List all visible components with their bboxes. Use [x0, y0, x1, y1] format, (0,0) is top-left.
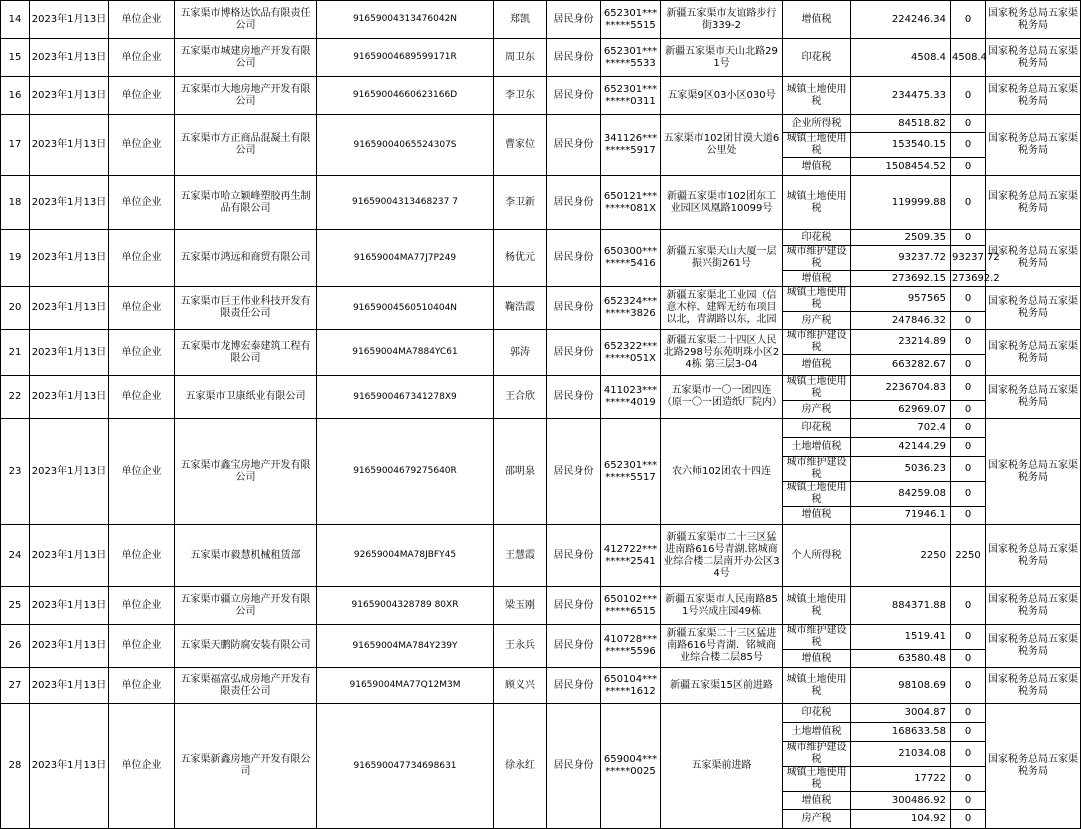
arrears-amount-cell: 98108.69 [851, 668, 951, 704]
company-name-cell: 五家渠市方正商品混凝土有限公司 [175, 115, 317, 176]
row-number: 20 [1, 287, 30, 330]
new-arrears-cell: 4508.4 [951, 39, 986, 77]
row-number: 27 [1, 668, 30, 704]
entity-type-cell: 单位企业 [109, 376, 175, 419]
arrears-amount-cell: 3004.87 [851, 704, 951, 723]
tax-office-cell: 国家税务总局五家渠税务局 [986, 1, 1081, 39]
arrears-amount-cell: 224246.34 [851, 1, 951, 39]
new-arrears-cell: 0 [951, 723, 986, 742]
id-number-cell: 652301********5533 [601, 39, 661, 77]
tax-office-cell: 国家税务总局五家渠税务局 [986, 419, 1081, 525]
tax-type-cell: 增值税 [783, 650, 851, 668]
row-number: 25 [1, 587, 30, 625]
new-arrears-cell: 0 [951, 506, 986, 525]
table-row [1, 77, 1081, 115]
table-row [1, 287, 1081, 312]
new-arrears-cell: 0 [951, 355, 986, 376]
tax-type-cell: 城镇土地使用税 [783, 766, 851, 791]
arrears-amount-cell: 4508.4 [851, 39, 951, 77]
credit-code-cell: 91659004679275640R [317, 419, 494, 525]
date-cell: 2023年1月13日 [30, 704, 109, 829]
id-type-cell: 居民身份 [547, 704, 601, 829]
arrears-amount-cell: 42144.29 [851, 437, 951, 456]
address-cell: 新疆五家渠市二十三区猛进南路616号青湖.铭城商业综合楼二层南开办公区34号 [661, 525, 783, 587]
legal-rep-cell: 郑凯 [494, 1, 547, 39]
entity-type-cell: 单位企业 [109, 668, 175, 704]
tax-type-cell: 房产税 [783, 401, 851, 419]
entity-type-cell: 单位企业 [109, 330, 175, 376]
row-number: 23 [1, 419, 30, 525]
tax-type-cell: 企业所得税 [783, 115, 851, 133]
new-arrears-cell: 0 [951, 230, 986, 246]
id-type-cell: 居民身份 [547, 525, 601, 587]
date-cell: 2023年1月13日 [30, 39, 109, 77]
row-number: 19 [1, 230, 30, 287]
arrears-amount-cell: 93237.72 [851, 246, 951, 271]
address-cell: 新疆五家渠市102团东工业园区凤凰路10099号 [661, 176, 783, 230]
address-cell: 新疆五家渠天山大厦一层振兴街261号 [661, 230, 783, 287]
company-name-cell: 五家渠市龙博宏泰建筑工程有限公司 [175, 330, 317, 376]
company-name-cell: 五家渠市毅慧机械租赁部 [175, 525, 317, 587]
legal-rep-cell: 顾义兴 [494, 668, 547, 704]
legal-rep-cell: 郭涛 [494, 330, 547, 376]
tax-office-cell: 国家税务总局五家渠税务局 [986, 376, 1081, 419]
new-arrears-cell: 93237.72 [951, 246, 986, 271]
id-number-cell: 652301********5515 [601, 1, 661, 39]
arrears-amount-cell: 63580.48 [851, 650, 951, 668]
address-cell: 新疆五家渠二十四区人民北路298号东苑明珠小区24栋 第三层3-04 [661, 330, 783, 376]
new-arrears-cell: 0 [951, 481, 986, 506]
table-row [1, 176, 1081, 230]
legal-rep-cell: 曹家位 [494, 115, 547, 176]
new-arrears-cell: 0 [951, 766, 986, 791]
new-arrears-cell: 0 [951, 158, 986, 176]
new-arrears-cell: 273692.2 [951, 271, 986, 287]
arrears-amount-cell: 153540.15 [851, 133, 951, 158]
tax-type-cell: 印花税 [783, 39, 851, 77]
company-name-cell: 五家渠市鸿远和商贸有限公司 [175, 230, 317, 287]
id-type-cell: 居民身份 [547, 668, 601, 704]
entity-type-cell: 单位企业 [109, 115, 175, 176]
arrears-amount-cell: 247846.32 [851, 312, 951, 330]
arrears-amount-cell: 119999.88 [851, 176, 951, 230]
company-name-cell: 五家渠市鑫宝房地产开发有限公司 [175, 419, 317, 525]
entity-type-cell: 单位企业 [109, 587, 175, 625]
table-row [1, 587, 1081, 625]
company-name-cell: 五家渠新鑫房地产开发有限公司 [175, 704, 317, 829]
new-arrears-cell: 0 [951, 330, 986, 355]
company-name-cell: 五家渠市大地房地产开发有限公司 [175, 77, 317, 115]
arrears-amount-cell: 300486.92 [851, 791, 951, 810]
new-arrears-cell: 0 [951, 741, 986, 766]
tax-office-cell: 国家税务总局五家渠税务局 [986, 587, 1081, 625]
company-name-cell: 五家渠市疆立房地产开发有限公司 [175, 587, 317, 625]
credit-code-cell: 91659004560510404N [317, 287, 494, 330]
id-number-cell: 652324********3826 [601, 287, 661, 330]
id-number-cell: 412722********2541 [601, 525, 661, 587]
tax-office-cell: 国家税务总局五家渠税务局 [986, 176, 1081, 230]
tax-type-cell: 增值税 [783, 355, 851, 376]
credit-code-cell: 91659004065524307S [317, 115, 494, 176]
new-arrears-cell: 0 [951, 1, 986, 39]
date-cell: 2023年1月13日 [30, 287, 109, 330]
tax-office-cell: 国家税务总局五家渠税务局 [986, 115, 1081, 176]
arrears-amount-cell: 23214.89 [851, 330, 951, 355]
legal-rep-cell: 李卫东 [494, 77, 547, 115]
credit-code-cell: 91659004673412​78X9 [317, 376, 494, 419]
legal-rep-cell: 徐永红 [494, 704, 547, 829]
credit-code-cell: 91659004MA7884YC61 [317, 330, 494, 376]
date-cell: 2023年1月13日 [30, 625, 109, 668]
id-type-cell: 居民身份 [547, 115, 601, 176]
new-arrears-cell: 0 [951, 625, 986, 650]
id-number-cell: 341126********5917 [601, 115, 661, 176]
address-cell: 新疆五家渠二十三区猛进南路616号青湖．铭城商业综合楼二层85号 [661, 625, 783, 668]
tax-type-cell: 城市维护建设税 [783, 246, 851, 271]
id-type-cell: 居民身份 [547, 1, 601, 39]
new-arrears-cell: 2250 [951, 525, 986, 587]
credit-code-cell: 92659004MA78JBFY45 [317, 525, 494, 587]
tax-type-cell: 增值税 [783, 158, 851, 176]
arrears-amount-cell: 168633.58 [851, 723, 951, 742]
id-type-cell: 居民身份 [547, 376, 601, 419]
date-cell: 2023年1月13日 [30, 668, 109, 704]
address-cell: 五家渠市102团甘漠大道6公里处 [661, 115, 783, 176]
legal-rep-cell: 王永兵 [494, 625, 547, 668]
arrears-amount-cell: 957565 [851, 287, 951, 312]
row-number: 15 [1, 39, 30, 77]
legal-rep-cell: 王合欣 [494, 376, 547, 419]
entity-type-cell: 单位企业 [109, 704, 175, 829]
id-type-cell: 居民身份 [547, 176, 601, 230]
arrears-amount-cell: 273692.15 [851, 271, 951, 287]
id-type-cell: 居民身份 [547, 77, 601, 115]
row-number: 22 [1, 376, 30, 419]
new-arrears-cell: 0 [951, 419, 986, 438]
new-arrears-cell: 0 [951, 668, 986, 704]
new-arrears-cell: 0 [951, 704, 986, 723]
table-body [1, 1, 1081, 829]
table-row [1, 230, 1081, 246]
credit-code-cell: 91659004MA784Y239Y [317, 625, 494, 668]
tax-type-cell: 城镇土地使用税 [783, 376, 851, 401]
legal-rep-cell: 梁玉刚 [494, 587, 547, 625]
tax-office-cell: 国家税务总局五家渠税务局 [986, 39, 1081, 77]
credit-code-cell: 91659004328789 80XR [317, 587, 494, 625]
date-cell: 2023年1月13日 [30, 587, 109, 625]
id-type-cell: 居民身份 [547, 330, 601, 376]
date-cell: 2023年1月13日 [30, 330, 109, 376]
new-arrears-cell: 0 [951, 650, 986, 668]
row-number: 26 [1, 625, 30, 668]
new-arrears-cell: 0 [951, 587, 986, 625]
address-cell: 农六师102团农十四连 [661, 419, 783, 525]
tax-type-cell: 增值税 [783, 271, 851, 287]
address-cell: 新疆五家渠北工业园（信意木梓、建辉无纺布项目以北，青湖路以东，北园 [661, 287, 783, 330]
row-number: 16 [1, 77, 30, 115]
arrears-amount-cell: 17722 [851, 766, 951, 791]
arrears-amount-cell: 84259.08 [851, 481, 951, 506]
arrears-amount-cell: 234475.33 [851, 77, 951, 115]
id-type-cell: 居民身份 [547, 39, 601, 77]
row-number: 14 [1, 1, 30, 39]
credit-code-cell: 91659004773469​8631 [317, 704, 494, 829]
tax-type-cell: 城市维护建设税 [783, 330, 851, 355]
company-name-cell: 五家渠市哈立颖峰塑胶再生制品有限公司 [175, 176, 317, 230]
arrears-amount-cell: 884371.88 [851, 587, 951, 625]
address-cell: 新疆五家渠市人民南路851号兴成庄园49栋 [661, 587, 783, 625]
address-cell: 新疆五家渠15区前进路 [661, 668, 783, 704]
table-row [1, 376, 1081, 401]
tax-type-cell: 城镇土地使用税 [783, 133, 851, 158]
new-arrears-cell: 0 [951, 791, 986, 810]
company-name-cell: 五家渠市城建房地产开发有限公司 [175, 39, 317, 77]
table-row [1, 39, 1081, 77]
tax-type-cell: 城市维护建设税 [783, 456, 851, 481]
legal-rep-cell: 邵明泉 [494, 419, 547, 525]
id-type-cell: 居民身份 [547, 419, 601, 525]
entity-type-cell: 单位企业 [109, 419, 175, 525]
id-number-cell: 652301********0311 [601, 77, 661, 115]
credit-code-cell: 91659004689599171R [317, 39, 494, 77]
company-name-cell: 五家渠市巨王伟业科技开发有限责任公司 [175, 287, 317, 330]
address-cell: 五家渠9区03小区030号 [661, 77, 783, 115]
tax-type-cell: 印花税 [783, 704, 851, 723]
id-type-cell: 居民身份 [547, 625, 601, 668]
credit-code-cell: 91659004MA77Q12M3M [317, 668, 494, 704]
arrears-amount-cell: 702.4 [851, 419, 951, 438]
new-arrears-cell: 0 [951, 115, 986, 133]
entity-type-cell: 单位企业 [109, 230, 175, 287]
tax-type-cell: 土地增值税 [783, 437, 851, 456]
tax-type-cell: 增值税 [783, 791, 851, 810]
entity-type-cell: 单位企业 [109, 77, 175, 115]
entity-type-cell: 单位企业 [109, 39, 175, 77]
table-row [1, 704, 1081, 723]
id-number-cell: 650104********1612 [601, 668, 661, 704]
tax-type-cell: 城镇土地使用税 [783, 176, 851, 230]
arrears-amount-cell: 1508454.52 [851, 158, 951, 176]
legal-rep-cell: 周卫东 [494, 39, 547, 77]
id-number-cell: 652301********5517 [601, 419, 661, 525]
tax-type-cell: 城镇土地使用税 [783, 587, 851, 625]
address-cell: 新疆五家渠市友谊路步行街339-2 [661, 1, 783, 39]
table-row [1, 668, 1081, 704]
entity-type-cell: 单位企业 [109, 525, 175, 587]
table-row [1, 115, 1081, 133]
tax-type-cell: 印花税 [783, 419, 851, 438]
new-arrears-cell: 0 [951, 176, 986, 230]
id-number-cell: 650300********5416 [601, 230, 661, 287]
arrears-amount-cell: 71946.1 [851, 506, 951, 525]
id-type-cell: 居民身份 [547, 587, 601, 625]
credit-code-cell: 91659004660623166D [317, 77, 494, 115]
date-cell: 2023年1月13日 [30, 77, 109, 115]
company-name-cell: 五家渠福富弘成房地产开发有限责任公司 [175, 668, 317, 704]
new-arrears-cell: 0 [951, 312, 986, 330]
arrears-amount-cell: 21034.08 [851, 741, 951, 766]
entity-type-cell: 单位企业 [109, 1, 175, 39]
tax-type-cell: 城镇土地使用税 [783, 481, 851, 506]
tax-office-cell: 国家税务总局五家渠税务局 [986, 330, 1081, 376]
credit-code-cell: 91659004313476042N [317, 1, 494, 39]
date-cell: 2023年1月13日 [30, 115, 109, 176]
address-cell: 新疆五家渠市天山北路291号 [661, 39, 783, 77]
tax-type-cell: 城市维护建设税 [783, 741, 851, 766]
tax-type-cell: 印花税 [783, 230, 851, 246]
date-cell: 2023年1月13日 [30, 419, 109, 525]
new-arrears-cell: 0 [951, 376, 986, 401]
tax-office-cell: 国家税务总局五家渠税务局 [986, 668, 1081, 704]
tax-office-cell: 国家税务总局五家渠税务局 [986, 704, 1081, 829]
company-name-cell: 五家渠市卫康纸业有限公司 [175, 376, 317, 419]
date-cell: 2023年1月13日 [30, 176, 109, 230]
tax-type-cell: 城镇土地使用税 [783, 287, 851, 312]
date-cell: 2023年1月13日 [30, 1, 109, 39]
arrears-amount-cell: 2250 [851, 525, 951, 587]
address-cell: 五家渠市一〇一团四连（原一〇一团造纸厂院内） [661, 376, 783, 419]
company-name-cell: 五家渠市博格达饮品有限责任公司 [175, 1, 317, 39]
row-number: 28 [1, 704, 30, 829]
id-number-cell: 659004********0025 [601, 704, 661, 829]
legal-rep-cell: 李卫新 [494, 176, 547, 230]
entity-type-cell: 单位企业 [109, 287, 175, 330]
table-row [1, 525, 1081, 587]
company-name-cell: 五家渠天鹏防腐安装有限公司 [175, 625, 317, 668]
arrears-amount-cell: 62969.07 [851, 401, 951, 419]
tax-type-cell: 土地增值税 [783, 723, 851, 742]
entity-type-cell: 单位企业 [109, 625, 175, 668]
date-cell: 2023年1月13日 [30, 376, 109, 419]
tax-type-cell: 城镇土地使用税 [783, 668, 851, 704]
tax-type-cell: 增值税 [783, 1, 851, 39]
tax-office-cell: 国家税务总局五家渠税务局 [986, 77, 1081, 115]
id-number-cell: 411023********4019 [601, 376, 661, 419]
id-number-cell: 410728********5596 [601, 625, 661, 668]
credit-code-cell: 91659004313468237 7 [317, 176, 494, 230]
arrears-amount-cell: 104.92 [851, 810, 951, 829]
new-arrears-cell: 0 [951, 77, 986, 115]
tax-type-cell: 房产税 [783, 312, 851, 330]
new-arrears-cell: 0 [951, 456, 986, 481]
arrears-amount-cell: 84518.82 [851, 115, 951, 133]
date-cell: 2023年1月13日 [30, 230, 109, 287]
id-number-cell: 652322********051X [601, 330, 661, 376]
arrears-amount-cell: 2236704.83 [851, 376, 951, 401]
new-arrears-cell: 0 [951, 401, 986, 419]
row-number: 21 [1, 330, 30, 376]
table-row [1, 330, 1081, 355]
id-number-cell: 650102********6515 [601, 587, 661, 625]
arrears-amount-cell: 2509.35 [851, 230, 951, 246]
row-number: 17 [1, 115, 30, 176]
table-row [1, 419, 1081, 438]
tax-office-cell: 国家税务总局五家渠税务局 [986, 230, 1081, 287]
entity-type-cell: 单位企业 [109, 176, 175, 230]
new-arrears-cell: 0 [951, 810, 986, 829]
arrears-amount-cell: 663282.67 [851, 355, 951, 376]
table-row [1, 625, 1081, 650]
row-number: 24 [1, 525, 30, 587]
new-arrears-cell: 0 [951, 133, 986, 158]
arrears-amount-cell: 1519.41 [851, 625, 951, 650]
tax-type-cell: 增值税 [783, 506, 851, 525]
new-arrears-cell: 0 [951, 437, 986, 456]
tax-type-cell: 城市维护建设税 [783, 625, 851, 650]
tax-office-cell: 国家税务总局五家渠税务局 [986, 525, 1081, 587]
tax-type-cell: 城镇土地使用税 [783, 77, 851, 115]
legal-rep-cell: 杨优元 [494, 230, 547, 287]
arrears-amount-cell: 5036.23 [851, 456, 951, 481]
tax-type-cell: 房产税 [783, 810, 851, 829]
table-row [1, 1, 1081, 39]
address-cell: 五家渠前进路 [661, 704, 783, 829]
id-type-cell: 居民身份 [547, 287, 601, 330]
legal-rep-cell: 鞠浩霞 [494, 287, 547, 330]
tax-office-cell: 国家税务总局五家渠税务局 [986, 287, 1081, 330]
legal-rep-cell: 王慧霞 [494, 525, 547, 587]
credit-code-cell: 91659004MA77J7P249 [317, 230, 494, 287]
id-type-cell: 居民身份 [547, 230, 601, 287]
date-cell: 2023年1月13日 [30, 525, 109, 587]
new-arrears-cell: 0 [951, 287, 986, 312]
row-number: 18 [1, 176, 30, 230]
tax-office-cell: 国家税务总局五家渠税务局 [986, 625, 1081, 668]
tax-type-cell: 个人所得税 [783, 525, 851, 587]
id-number-cell: 650121********081X [601, 176, 661, 230]
